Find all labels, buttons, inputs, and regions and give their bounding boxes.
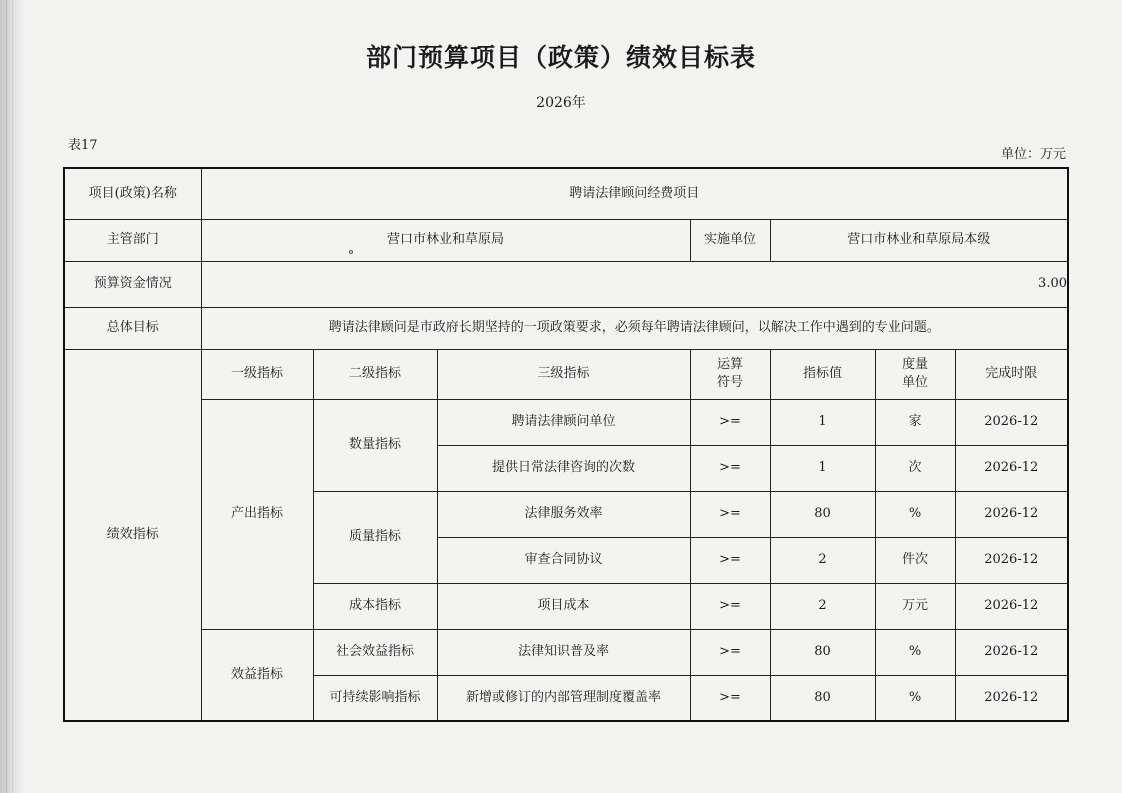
row-deadline: 2026-12 <box>955 629 1068 675</box>
header-level3: 三级指标 <box>437 349 690 399</box>
page-title: 部门预算项目（政策）绩效目标表 <box>365 43 756 72</box>
row-name: 项目成本 <box>437 583 690 629</box>
group-output: 产出指标 <box>201 399 313 629</box>
row-unit: 家 <box>875 399 955 445</box>
row-name: 法律服务效率 <box>437 491 690 537</box>
row-deadline: 2026-12 <box>955 583 1068 629</box>
row-unit: 件次 <box>875 537 955 583</box>
project-name-row <box>64 168 1068 219</box>
scan-mark <box>349 250 353 254</box>
row-name: 法律知识普及率 <box>437 629 690 675</box>
project-name-value: 聘请法律顾问经费项目 <box>201 168 1068 219</box>
header-level1: 一级指标 <box>201 349 313 399</box>
group-sustain: 可持续影响指标 <box>313 675 437 721</box>
row-deadline: 2026-12 <box>955 399 1068 445</box>
department-row <box>64 219 1068 261</box>
row-value: 1 <box>770 399 875 445</box>
row-operator: >= <box>690 675 770 721</box>
overall-goal-value: 聘请法律顾问是市政府长期坚持的一项政策要求，必须每年聘请法律顾问，以解决工作中遇到的专业问题。 <box>201 307 1068 349</box>
row-name: 新增或修订的内部管理制度覆盖率 <box>437 675 690 721</box>
perf-indicators-label: 绩效指标 <box>64 349 201 721</box>
row-operator: >= <box>690 583 770 629</box>
row-operator: >= <box>690 445 770 491</box>
row-unit: % <box>875 491 955 537</box>
table-row <box>64 399 1068 445</box>
row-unit: % <box>875 629 955 675</box>
group-benefit: 效益指标 <box>201 629 313 721</box>
overall-goal-row <box>64 307 1068 349</box>
header-operator <box>690 349 770 399</box>
row-deadline: 2026-12 <box>955 491 1068 537</box>
row-value: 2 <box>770 537 875 583</box>
header-unit-text: 度量 单位 <box>901 357 928 390</box>
row-value: 80 <box>770 675 875 721</box>
header-unit <box>875 349 955 399</box>
row-deadline: 2026-12 <box>955 537 1068 583</box>
header-deadline: 完成时限 <box>955 349 1068 399</box>
group-cost: 成本指标 <box>313 583 437 629</box>
project-name-label: 项目(政策)名称 <box>64 168 201 219</box>
row-name: 聘请法律顾问单位 <box>437 399 690 445</box>
row-value: 1 <box>770 445 875 491</box>
row-deadline: 2026-12 <box>955 675 1068 721</box>
row-operator: >= <box>690 629 770 675</box>
row-name: 提供日常法律咨询的次数 <box>437 445 690 491</box>
row-value: 80 <box>770 491 875 537</box>
page-year: 2026年 <box>536 95 586 111</box>
impl-unit-value: 营口市林业和草原局本级 <box>770 219 1068 261</box>
group-social: 社会效益指标 <box>313 629 437 675</box>
budget-row <box>64 261 1068 307</box>
row-unit: % <box>875 675 955 721</box>
header-operator-text: 运算 符号 <box>716 357 743 390</box>
budget-value: 3.00 <box>201 261 1068 307</box>
row-deadline: 2026-12 <box>955 445 1068 491</box>
row-unit: 次 <box>875 445 955 491</box>
row-name: 审查合同协议 <box>437 537 690 583</box>
dept-label: 主管部门 <box>64 219 201 261</box>
page-binding-edge <box>0 0 26 793</box>
row-value: 2 <box>770 583 875 629</box>
row-operator: >= <box>690 537 770 583</box>
dept-value: 营口市林业和草原局 <box>201 219 690 261</box>
row-unit: 万元 <box>875 583 955 629</box>
table-row <box>64 629 1068 675</box>
impl-unit-label: 实施单位 <box>690 219 770 261</box>
table-number: 表17 <box>68 138 98 153</box>
performance-target-table <box>63 167 1069 722</box>
header-level2: 二级指标 <box>313 349 437 399</box>
group-quality: 质量指标 <box>313 491 437 583</box>
unit-label: 单位：万元 <box>1000 147 1066 162</box>
row-operator: >= <box>690 399 770 445</box>
row-operator: >= <box>690 491 770 537</box>
group-quantity: 数量指标 <box>313 399 437 491</box>
overall-goal-label: 总体目标 <box>64 307 201 349</box>
indicator-header-row <box>64 349 1068 399</box>
row-value: 80 <box>770 629 875 675</box>
header-value: 指标值 <box>770 349 875 399</box>
budget-label: 预算资金情况 <box>64 261 201 307</box>
